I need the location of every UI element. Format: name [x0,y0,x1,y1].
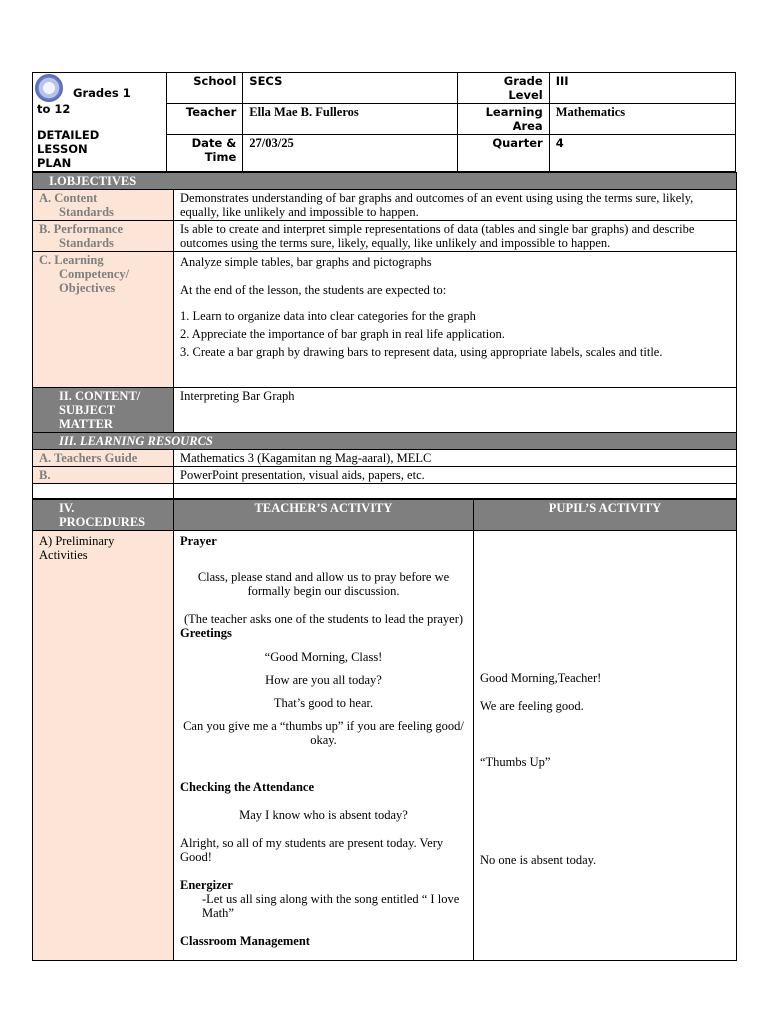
pupil-response: We are feeling good. [480,699,584,713]
content-subject-value: Interpreting Bar Graph [174,388,737,433]
teachers-guide-label: A. Teachers Guide [33,450,174,467]
date-value: 27/03/25 [243,135,457,172]
header-table [32,72,736,172]
prayer-heading: Prayer [180,534,217,548]
greeting-line: How are you all today? [265,673,382,687]
deped-seal-icon [35,74,63,102]
deped-title-cell [33,73,167,172]
preliminary-activities-label: A) Preliminary Activities [33,531,174,961]
classroom-management-heading: Classroom Management [180,934,310,948]
teacher-activity-heading: TEACHER’S ACTIVITY [174,500,474,531]
procedures-table [32,499,737,961]
performance-standards-text: Is able to create and interpret simple representations of data (tables and single bar graphs) and describe outcomes using the terms sure, likely, equally, like unlikely and impossible to happen. [174,221,737,252]
greetings-heading: Greetings [180,626,232,640]
pupil-response: “Thumbs Up” [480,755,551,769]
learning-competency-text [174,252,737,388]
teacher-activity-cell [174,531,474,961]
attendance-question: May I know who is absent today? [239,808,408,822]
pupil-activity-cell [474,531,737,961]
subtitle-line-3: PLAN [37,156,72,170]
pupil-response: No one is absent today. [480,853,597,867]
content-standards-text: Demonstrates understanding of bar graphs and outcomes of an event using using the terms sure, likely, equally, like unlikely and impossible to happen. [174,190,737,221]
objectives-heading: I.OBJECTIVES [33,173,737,190]
resources-heading: III. LEARNING RESOURCS [33,433,737,450]
subtitle-line-1: DETAILED [37,128,100,142]
competency-statement: Analyze simple tables, bar graphs and pictographs [180,255,432,269]
attendance-heading: Checking the Attendance [180,780,315,794]
greeting-line: That’s good to hear. [273,696,374,710]
blank-cell [33,484,174,499]
performance-standards-label: B. Performance Standards [33,221,174,252]
grade-level-label: Grade Level [457,73,549,104]
title-line-1: Grades 1 [73,86,131,100]
objective-item: 1. Learn to organize data into clear categories for the graph [180,309,476,323]
energizer-heading: Energizer [180,878,233,892]
attendance-answer: Alright, so all of my students are present today. Very Good! [180,836,444,864]
energizer-text: -Let us all sing along with the song entitled “ I love Math” [202,892,460,920]
learning-competency-label: C. Learning Competency/ Objectives [33,252,174,388]
date-time-label: Date & Time [167,135,243,172]
content-subject-label: II. CONTENT/ SUBJECT MATTER [33,388,174,433]
procedures-label: IV. PROCEDURES [33,500,174,531]
pupil-response: Good Morning,Teacher! [480,671,602,685]
lesson-plan-document [32,72,736,961]
resource-b-value: PowerPoint presentation, visual aids, papers, etc. [174,467,737,484]
prayer-text: Class, please stand and allow us to pray before we formally begin our discussion. [197,570,450,598]
teachers-guide-value: Mathematics 3 (Kagamitan ng Mag-aaral), MELC [174,450,737,467]
pupil-activity-heading: PUPIL’S ACTIVITY [474,500,737,531]
prayer-note: (The teacher asks one of the students to lead the prayer) [183,612,464,626]
quarter-value: 4 [549,135,735,172]
school-label: School [167,73,243,104]
resource-b-label: B. [33,467,174,484]
objective-item: 2. Appreciate the importance of bar graph in real life application. [180,327,505,341]
objectives-intro: At the end of the lesson, the students are expected to: [180,283,447,297]
blank-cell [174,484,737,499]
learning-area-value: Mathematics [549,104,735,135]
learning-area-label: Learning Area [457,104,549,135]
subtitle-line-2: LESSON [37,142,88,156]
greeting-line: “Good Morning, Class! [264,650,383,664]
objectives-table [32,172,737,499]
teacher-value: Ella Mae B. Fulleros [243,104,457,135]
quarter-label: Quarter [457,135,549,172]
objective-item: 3. Create a bar graph by drawing bars to represent data, using appropriate labels, scales and title. [180,345,663,359]
grade-level-value: III [549,73,735,104]
school-value: SECS [243,73,457,104]
title-line-2: to 12 [37,102,71,116]
greeting-line: Can you give me a “thumbs up” if you are feeling good/ okay. [183,719,464,747]
content-standards-label: A. Content Standards [33,190,174,221]
teacher-label: Teacher [167,104,243,135]
